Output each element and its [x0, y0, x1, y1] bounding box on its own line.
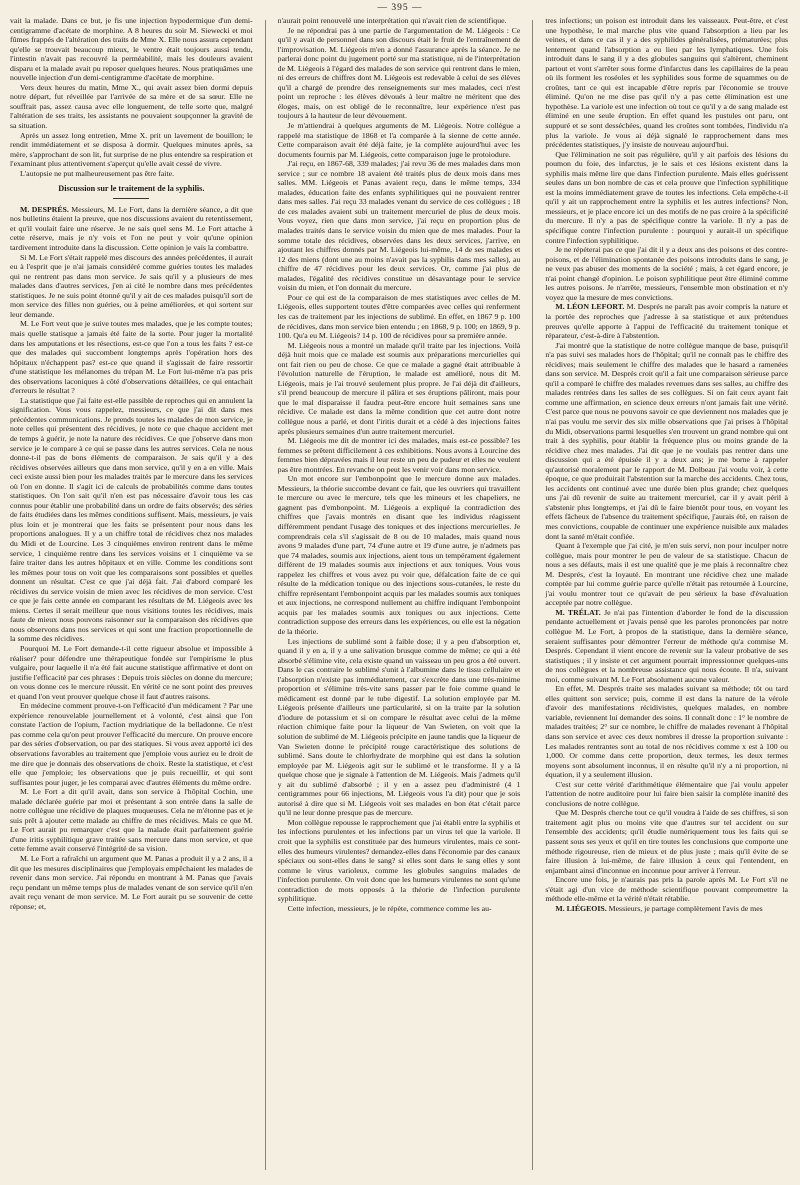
paragraph-text: Encore une fois, je n'aurais pas pris la parole après M. Le Fort s'il ne s'était agi d'un vice de méthode scientifique pouvant compromettre la méthode elle-même et la vérité n'était rétablie. — [545, 875, 789, 904]
paragraph — [545, 302, 788, 340]
speaker-name: M. DESPRÉS. — [20, 204, 69, 214]
page-number: — 395 — — [377, 3, 423, 13]
paragraph — [545, 341, 788, 541]
paragraph — [545, 608, 788, 684]
paragraph — [10, 16, 253, 83]
paragraph — [545, 150, 788, 245]
paragraph-text: M. Le Fort veut que je suive toutes mes malades, que je les compte toutes; mais quelle statisque a jamais été faite de la sorte. Pour juger la mortalité dans les amputations et les résections, est-ce que l'on a tous les faits ? est-ce que des malades qui succombent longtemps après l'opération hors des hôpitaux n'échappent pas? est-ce que quand il s'agissait de faire ressortir d'une statistique les mélanomes du trépan M. Le Fort lui-même n'a pas pris des observations laconiques à côté d'observations détaillées, ce qui entachait d'erreurs le résultat ? — [10, 319, 253, 396]
paragraph — [545, 875, 788, 904]
paragraph — [545, 16, 788, 150]
paragraph — [10, 253, 253, 320]
paragraph-text: Les injections de sublimé sont à faible dose; il y a peu d'absorption et, quand il y en a, il y a une salivation brusque comme de même; ce qui a été absorbé s'élimine vite, cela existe quand un vaisseau un peu gros a été ouvert. Dans le cas contraire le sublimé s'unit à l'albumine dans le tissu cellulaire et l'absorption n'existe pas immédiatement, car s'excrète dans une très-minime proportion et s'élimine très-vite sans passer par le foie comme quand le médicament est donné par le tube digestif. La solution employée par M. Liégeois présente d'ailleurs une particularité, si on la traite par la solution d'iodure de potassium et si on compare le résultat avec celui de la même réaction chimique faite pour la liqueur de Van Swieten, on voit que la solution de sublimé de M. Liégeois précipite en jaune tandis que la liqueur de Van Swieten donne le précipité rouge caractéristique des solutions de sublimé. Sans doute le chlorhydrate de morphine qui est dans la solution employée par M. Liégeois agit sur le sublimé et le transforme. Il y a là quelque chose que je signale à l'attention de M. Liégeois. Mais j'admets qu'il y ait du sublimé d'absorbé ; il y en a assez peu d'administré (4 1 centigrammes pour 66 injections, M. Liégeois vous l'a dit) pour que je sois autorisé à dire que si M. Liégeois voit ses malades en bon état c'était parce qu'il ne leur donne presque pas de mercure. — [277, 636, 521, 818]
paragraph-text: Je ne répéterai pas ce que j'ai dit il y a deux ans des poisons et des contre-poisons, et de l'élimination spontanée des poisons introduits dans le sang, je ne veux pas abuser des moments de la société ; mais, à cet égard encore, je n'ai point changé d'opinion. Le poison syphilitique peut être éliminé comme les autres poisons. Je n'arrête, messieurs, l'ensemble mon obstination et n'y voyez que la mesure de mes convictions. — [545, 245, 789, 302]
paragraph — [10, 644, 253, 701]
speaker-name: M. LIÉGEOIS. — [555, 903, 607, 913]
paragraph-text: vait la malade. Dans ce but, je fis une injection hypodermique d'un demi-centigramme d'acétate de morphine. A 8 heures du soir M. Siewecki et moi fûmes frappés de l'altération des traits de Mme X. Elle nous assura cependant qu'elle se trouvait beaucoup mieux, le ventre était toujours aussi tendu, l'intestin n'avait pas recouvré la perméabilité, mais les douleurs avaient disparu et la malade avait pu reposer quelques heures. Nous pratiquâmes une nouvelle injection d'un demi-centigramme d'acétate de morphine. — [10, 16, 253, 83]
paragraph — [10, 854, 253, 911]
paragraph — [10, 319, 253, 395]
paragraph-text: M. Liégeois me dit de montrer ici des malades, mais est-ce possible? les femmes se prêtent difficilement à ces exhibitions. Nous avons à Lourcine des femmes bien dépravées mais il leur reste un peu de pudeur et elles ne veulent pas être montrées. En revanche on peut les venir voir dans mon service. — [277, 436, 521, 474]
paragraph-text: Je m'attiendrai à quelques arguments de M. Liégeois. Notre collègue a rappelé ma statistique de 1868 et l'a comparée à la sienne de cette année. Cette comparaison avait été déjà faite, je la complète aujourd'hui avec les documents fournis par M. Liégeois, cette comparaison juge le protoiodure. — [277, 121, 521, 159]
paragraph-text: M. Després ne paraît pas avoir compris la nature et la portée des reproches que j'adresse à sa statistique et aux prétendues preuves qu'elle apporte à l'appui de l'efficacité du traitement tonique et réparateur, c'est-à-dire à l'abstention. — [545, 302, 789, 341]
paragraph-text: En effet, M. Després traite ses malades suivant sa méthode; tôt ou tard elles quittent son service; puis, comme il est dans la nature de la vérole d'avoir des manifestations récidivistes, quelques malades, en nombre variable, reviennent lui demander des soins. Il connaît donc : 1° le nombre de malades traitées; 2° sur ce nombre, le chiffre de malades revenant à l'hôpital dans son service et avec ces deux nombres il dresse la proportion suivante : Les malades rentrantes sont au total de nos récidives comme x est à 100 ou 1,000. Or comme dans cette proportion, deux termes, les deux termes moyens sont absolument inconnus, il en résulte qu'il n'y a ni proportion, ni équation, il y a seulement illusion. — [545, 684, 789, 780]
paragraph — [278, 159, 521, 293]
column-divider — [532, 20, 533, 1170]
paragraph — [278, 121, 521, 159]
column-right — [545, 16, 788, 1180]
column-divider — [265, 20, 266, 1170]
paragraph-text: J'ai montré que la statistique de notre collègue manque de base, puisqu'il n'a pas suivi ses malades hors de l'hôpital; qu'il ne connaît pas le chiffre des récidives; mais seulement le chiffre des malades que le hasard a ramenées dans son service. M. Després croit qu'il a fait une comparaison sérieuse parce qu'il a comparé le chiffre des malades revenues dans ses salles, au chiffre des malades rentrées dans les salles de ses collègues. Si on fait ceux ayant fait comme une affirmation, en science deux erreurs n'ont jamais fait une vérité. C'est parce que nous ne pouvons savoir ce que deviennent nos malades que je n'ai pas voulu me servir des six mille observations que j'ai prises à l'hôpital du Midi, observations parmi lesquelles s'en trouvent un grand nombre qui ont trait à des syphilis, pour établir la fréquence plus ou moins grande de la récidive chez mes malades. J'ai dit que je ne voulais pas rentrer dans une discussion qui a été épuisée il y a deux ans; je me borne à rappeler qu'autorisé moralement par le rapport de M. Dolbeau j'ai voulu voir, à cette époque, ce que produirait l'abstention sur la marche des accidents. Chez tous, les accidents ont continué avec une durée bien plus grande; chez quelques uns j'ai dû revenir de suite au traitement mercuriel, car il y avait péril à s'abstenir plus longtemps, et j'ai dû le faire bientôt pour tous, en voyant les effets fâcheux de l'absence du traitement spécifique, j'aurais été, en raison de mes convictions, coupable de continuer une expérience nuisible aux malades dont la santé m'était confiée. — [545, 340, 789, 541]
paragraph — [10, 396, 253, 644]
paragraph-text: tres infections; un poison est introduit dans les vaisseaux. Peut-être, et c'est une hypothèse, le mal marche plus vite quand l'absorption a lieu par les veines, et dans ce cas il y a des syphilides généralisées, prématurées; plus lentement quand l'absorption a eu lieu par les lymphatiques. Une fois introduit dans le sang il y a des globules sanguins qui s'altèrent, cheminent partout et vont s'arrêter sous forme d'infarctus dans les capillaires de la peau où ils forment les roséoles et les syphilides sous forme de squammes ou de croûtes, tant ce qui est incapable d'être repris par l'économie se trouve éliminé. Qu'on ne me dise pas qu'il n'y a pas cette élimination est une hypothèse. La variole est une infection où tout ce qu'il y a de sang malade est éliminé en une seule éruption. En effet quand les pustules ont paru, ont suppuré et se sont desséchées, quand les croûtes sont tombées, l'individu n'a plus la variole. Je vous ai déjà signalé le rapprochement dans mes précédentes statistiques, j'y insiste de nouveau aujourd'hui. — [545, 16, 789, 150]
paragraph-text: M. Le Fort a dit qu'il avait, dans son service à l'hôpital Cochin, une malade déclarée guérie par moi et présentant à son entrée dans la salle de notre collègue une récidive de plaques muqueuses. Cela ne m'étonne pas et je suis prêt à ajouter cette malade au chiffre de mes récidives. Mais ce que M. Le Fort aurait pu remarquer c'est que la malade était parfaitement guérie d'une iritis syphilitique grave traitée sans mercure dans mon service, et que cette femme avait conservé l'intégrité de sa vision. — [10, 787, 253, 854]
paragraph-text: Que l'élimination ne soit pas régulière, qu'il y ait parfois des lésions du poumon du foie, des infarctus, je le sais et ces lésions existent dans la syphilis mais même lire que dans l'infection purulente. Mais elles guérissent seules dans un bon nombre de cas et cela prouve que l'infection syphilitique est la moins immédiatement grave de toutes les infections. Cela empêche-t-il qu'il y ait un rapprochement entre la syphilis et les autres infections? Non, messieurs, et je place encore ici un des motifs de ne pas croire à la spécificité du mercure. Il n'y a pas de spécifique contre la variole. Il n'y a pas de spécifique contre l'infection purulente : pourquoi y aurait-il un spécifique contre l'infection syphilitique. — [545, 149, 789, 245]
paragraph — [278, 436, 521, 474]
section-heading: Discussion sur le traitement de la syphilis. — [10, 184, 253, 199]
paragraph — [278, 26, 521, 121]
paragraph-text: Messieurs, je partage complètement l'avis de mes — [608, 903, 763, 913]
speaker-name: M. TRÉLAT. — [555, 607, 601, 617]
paragraph-text: Mon collègue repousse le rapprochement que j'ai établi entre la syphilis et les infections purulentes et les infections par un virus tel que la variole. Il croit que la syphilis est constituée par des humeurs virulentes, mais ce sont-elles des humeurs virulentes? demandez-elles dans l'économie par des canaux spéciaux ou sont-elles dans le sang? si elles sont dans le sang elles y sont comme le virus varioleux, comme les globules sanguins malades de l'infection purulente. On voit donc que les humeurs virulentes ne sont qu'une contradiction de mots opposés à la théorie de l'infection purulente syphilitique. — [277, 817, 521, 904]
paragraph — [278, 904, 521, 914]
text-columns — [10, 16, 788, 1180]
paragraph-text: Un mot encore sur l'embonpoint que le mercure donne aux malades. Messieurs, la théorie succombe devant ce fait, que les ouvriers qui travaillent le mercure ou avec le mercure, tels que les mineurs et les chapeliers, ne gagnent pas d'embonpoint. M. Liégeois a expliqué la contradiction des chiffres que j'avais montrés en disant que les individus réagissent différemment pendant l'usage des toniques et des injections mercurielles. Je comprendrais cela s'il s'agissait de 8 ou de 10 malades, mais quand nous avons 9 malades d'une part, 74 d'une autre et 19 d'une autre, je n'admets pas que 74 malades, soumis aux injections, aient tous un tempérament également différent de 19 malades soumis aux injections et aux toniques. Vous vous rappelez les chiffres et vous avez pu voir que, défalcation faite de ce qui résulte de la médication tonique ou des injections sous-cutanées, le reste du chiffre représentant l'embonpoint acquis par les malades soumis aux toniques et aux injections, ne correspond nullement au chiffre indiquant l'embonpoint acquis par les malades soumis aux toniques ou aux injections. Cette contradiction suppose des erreurs dans les expériences, ou elle est la négation de la théorie. — [277, 474, 521, 636]
paragraph — [545, 684, 788, 779]
paragraph — [545, 245, 788, 302]
paragraph-text: M. Le Fort a rafraîchi un argument que M. Panas a produit il y a 2 ans, il a dit que les mesures disciplinaires que j'employais empêchaient les malades de revenir dans mon service. J'ai répondu en montrant à M. Panas que j'avais reçu pendant un même temps plus de malades venant de son service qu'il n'en avait reçu venant de mon service. M. Le Fort aurait pu se souvenir de cette réponse; et, — [10, 854, 253, 911]
paragraph-text: C'est sur cette vérité d'arithmétique élémentaire que j'ai voulu appeler l'attention de notre auditoire pour lui faire bien saisir la complète inanité des conclusions de notre collègue. — [545, 779, 789, 808]
paragraph-text: La statistique que j'ai faite est-elle passible de reproches qui en annulent la signification. Vous vous rappelez, messieurs, ce que j'ai dit dans mes précédentes communications. Je prends toutes les malades de mon service, je note celles qui présentent des récidives, je note ce que chaque accident met de temps à guérir, je note la nature des récidives. Ce que j'observe dans mon service je le compare à ce qui se passe dans les autres services. Cela ne nous donne-t-il pas de bons éléments de comparaison. Je sais qu'il y a des récidives observées ailleurs que dans mon service, qu'il y en a en ville. Mais ceci existe aussi bien pour les malades traités par le mercure dans les services où l'on en donne. Il s'agit ici de calculs de probabilités comme dans toutes statistiques. On l'on sait qu'il n'en est pas nécessaire d'avoir tous les cas connus pour établir une probabilité dans un ordre de faits observés; des séries de faits étudiées dans les mêmes conditions suffisent. Mais, messieurs, je vais plus loin et je montrerai que les faits se présentent pour nous dans les proportions analogues. Il y a un chiffre total de récidives chez nos malades du Midi et de Lourcine. Les 3 cinquièmes environ rentrent dans le même service, 1 cinquième rentre dans les services voisins et 1 cinquième va se faire traiter dans les autres hôpitaux et en ville. Comme les conditions sont les mêmes pour tous on voit que les comparaisons sont possibles et quelles donnent un résultat. C'est ce que j'ai déjà fait. J'ai d'abord comparé les récidives du service voisin de mien avec les récidives de mon service. C'est ce que je fais cette année en comparant les résultats de M. Liégeois avec les miens. Certes il serait meilleur que nous visitions toutes les récidives, mais faute de mieux nous pouvons raisonner sur la comparaison des récidives que nous observons dans nos services et qui sont une fraction proportionnelle de la somme des récidives. — [10, 395, 253, 644]
paragraph-text: Vers deux heures du matin, Mme X., qui avait assez bien dormi depuis notre départ, fut réveillée par l'arrivée de sa mère et de sa sœur. Elle ne souffrait pas, assez causa avec elle longuement, de telle sorte que, malgré l'altération de ses traits, les assistants ne pouvaient soupçonner la gravité de sa situation. — [10, 82, 253, 131]
paragraph-text: J'ai reçu, en 1867-68, 339 malades; j'ai revu 36 de mes malades dans mon service ; sur ce nombre 18 avaient été traités plus de deux mois dans mes salles. MM. Liégeois et Panas avaient reçu, dans le même temps, 334 malades, éducation faite des enfants syphilitiques qui ne pouvaient rentrer dans mes salles. J'ai reçu 33 malades venant du service de ces collègues ; 18 de ces malades avaient subi un traitement mercuriel de plus de deux mois. Vous voyez, rien que dans mon service, j'ai reçu en proportion plus de malades traités dans le service voisin du mien que de mes malades. Pour la somme totale des récidives, observées dans les deux services, j'arrive, en ajoutant les chiffres donnés par M. Liégeois lui-même, 14 de ses malades et 12 des miens (dont une au moins n'avait pas la syphilis dans mes salles), au chiffre de 47 récidives pour les deux services. Or, comme j'ai plus de malades, l'égalité des récidives constitue un désavantage pour le service voisin du mien, et l'on donnait du mercure. — [277, 159, 521, 293]
column-middle — [278, 16, 521, 1180]
paragraph — [278, 474, 521, 636]
paragraph — [10, 83, 253, 131]
paragraph-text: M. Liégeois nous a montré un malade qu'il traite par les injections. Voilà déjà huit mois que ce malade est soumis aux préparations mercurielles qui ont fait rien ou peu de chose. Ce que ce malade a gagné était attribuable à l'évolution naturelle de l'éruption, le malade est amélioré, nous dit M. Liégeois, mais je l'ai trouvé seulement plus propre. Je l'ai déjà dit d'ailleurs, s'il prend beaucoup de mercure il pâlira et ses éruptions pâliront, mais pour que le mal disparaisse il faudra peut-être encore huit semaines sans une récidive. Ce malade est dans la même condition que cet autre dont notre collègue nous a parlé, et dont l'iritis durait et a cédé à des injections faites après plusieurs semaines d'un autre traitement mercuriel. — [277, 340, 521, 436]
paragraph — [278, 293, 521, 341]
paragraph — [10, 205, 253, 253]
paragraph — [545, 808, 788, 875]
paragraph — [278, 16, 521, 26]
paragraph — [10, 169, 253, 179]
paragraph — [10, 787, 253, 854]
paragraph-text: Je n'ai pas l'intention d'aborder le fond de la discussion pendante actuellement et j'avais pensé que les paroles prononcées par notre collègue M. Le Fort, à propos de la statistique, dans la dernière séance, seraient suffisantes pour démontrer l'erreur de méthode qu'a commise M. Després. Cependant il vient encore de revenir sur la valeur probative de ses statistiques ; il y insiste et cet argument pourrait impressionner quelques-uns de nos collègues et la nombreuse assistance qui nous écoute. Il n'a, suivant moi, comme suivant M. Le Fort absolument aucune valeur. — [545, 607, 789, 684]
paragraph — [545, 541, 788, 608]
paragraph-text: Quant à l'exemple que j'ai cité, je m'en suis servi, non pour inculper notre collègue, mais pour montrer le peu de valeur de sa statistique. Chacun de nous a ses défauts, mais il est une qualité que je me plais à reconnaître chez M. Després, c'est la loyauté. En montrant une récidive chez une malade comptée par lui comme guérie parce qu'elle n'était pas retournée à Lourcine, j'ai voulu montrer tout ce qu'avait de peu sérieux la base d'évaluation acceptée par notre collègue. — [545, 541, 789, 608]
speaker-name: M. LÉON LEFORT. — [555, 302, 625, 312]
paragraph — [278, 341, 521, 436]
paragraph-text: L'autopsie ne put malheureusement pas être faite. — [20, 168, 175, 178]
paragraph — [10, 131, 253, 169]
paragraph-text: n'aurait point renouvelé une interprétation qui n'avait rien de scientifique. — [277, 16, 507, 25]
paragraph-text: Après un assez long entretien, Mme X. prit un lavement de bouillon; le rendit immédiatement et se disposa à dormir. Quelques minutes après, sa mère, s'approchant de son lit, fut surprise de ne plus entendre sa respiration et l'examinant plus attentivement s'aperçut qu'elle avait cessé de vivre. — [10, 130, 253, 169]
paragraph-text: Cette infection, messieurs, je le répète, commence comme les au- — [287, 903, 492, 913]
paragraph-text: Messieurs, M. Le Fort, dans la dernière séance, a dit que nos bulletins étaient la preuve, que nos discussions avaient du retentissement, et qu'il voulait faire une réserve. Je ne sais quel sens M. Le Fort attache à cette réserve, mais je n'y vois et l'on ne peut y voir qu'une opinion tardivement introduite dans la discussion. Cette opinion je vais la combattre. — [10, 204, 253, 253]
paragraph-text: Que M. Després cherche tout ce qu'il voudra à l'aide de ses chiffres, si son traitement agit plus ou moins vite que d'autres sur tel accident ou sur l'ensemble des accidents; qu'il étudie numériquement tous les faits qui se passent sous ses yeux et qu'il en tire toutes les conclusions que comporte une méthode rigoureuse, rien de mieux et de plus juste ; mais qu'il évite de se faire illusion à lui-même, de faire illusion à ceux qui l'entendent, en enjambant ainsi d'inconnue en inconnue pour arriver à l'erreur. — [545, 808, 789, 875]
paragraph-text: En médecine comment prouve-t-on l'efficacité d'un médicament ? Par une expérience renouvelable journellement et à volonté, c'est ainsi que l'on constate l'action de l'opium, l'action mydriatique de la belladonne. Ce n'est pas comme cela qu'on peut prouver l'efficacité du mercure. On prouve encore par des séries d'observation, ou par des statiques. Si vous avez apporté ici des observations favorables au traitement que j'emploie vous auriez eu le droit de me dire que je donnais des observations de choix. Reste la statistique, et c'est elle que j'emploie; les observations que je puis recueillir, et qui sont suffisantes pour juger, je les comparai avec d'autres éléments du même ordre. — [10, 701, 253, 787]
paragraph — [278, 637, 521, 818]
paragraph — [278, 818, 521, 904]
column-left — [10, 16, 253, 1180]
paragraph-text: Pour ce qui est de la comparaison de mes statistiques avec celles de M. Liégeois, elles supportent toutes d'être comparées avec celles qui renferment les cas de traitement par les injections de sublimé. En effet, en 1867 9 p. 100 de récidives, dans mon service bien entendu ; en 1868, 9 p. 100; en 1869, 9 p. 100. Qu'a eu M. Liégeois? 14 p. 100 de récidives pour sa première année. — [277, 292, 521, 341]
paragraph-text: Je ne répondrai pas à une partie de l'argumentation de M. Liégeois : Ce qu'il y avait de personnel dans son discours était le fruit de l'entraînement de l'improvisation. M. Liégeois m'en a donné l'assurance après la séance. Je ne parlerai donc point du jugement porté sur ma statistique, ni de l'interprétation de M. Liégeois à l'égard des malades de son service qui rentrent dans le mien, ni des erreurs de chiffres dont M. Liégeois est redevable à celui de ses élèves qu'il a chargé de prendre des renseignements sur mes malades, ceci n'est point un reproche : les élèves dévoués à leur maître ne méritent que des éloges, mais, on est obligé de le reconnaître, leur expérience n'est pas toujours à la hauteur de leur dévouement. — [277, 25, 521, 121]
paragraph — [10, 701, 253, 787]
paragraph — [545, 904, 788, 914]
paragraph-text: Pourquoi M. Le Fort demande-t-il cette rigueur absolue et impossible à réaliser? pour défendre une thérapeutique fondée sur l'empirisme le plus vulgaire, pour laquelle il n'a été fait aucune statistique affirmative et dont on justifie l'efficacité par ces phrases : Depuis trois siècles on donne du mercure; on vous donne ces le mercure réussit. En vérité ce ne sont point des preuves et quand l'on veut prouver quelque chose il faut d'autres raisons. — [10, 644, 253, 701]
paragraph — [545, 780, 788, 809]
paragraph-text: Si M. Le Fort s'était rappelé mes discours des années précédentes, il aurait eu à l'esprit que je n'ai jamais considéré comme guéries toutes les malades qui ne rentrent pas dans mon service. Je sais qu'il y a plusieurs de mes malades dans d'autres services, j'en ai cité le nombre dans mes précédentes statistiques. Je ne suis point étonné qu'il y ait de ces malades puisqu'il sort de mon service des filles non guéries, ou à peine améliorées, et qui sortent sur leur demande. — [10, 252, 253, 319]
